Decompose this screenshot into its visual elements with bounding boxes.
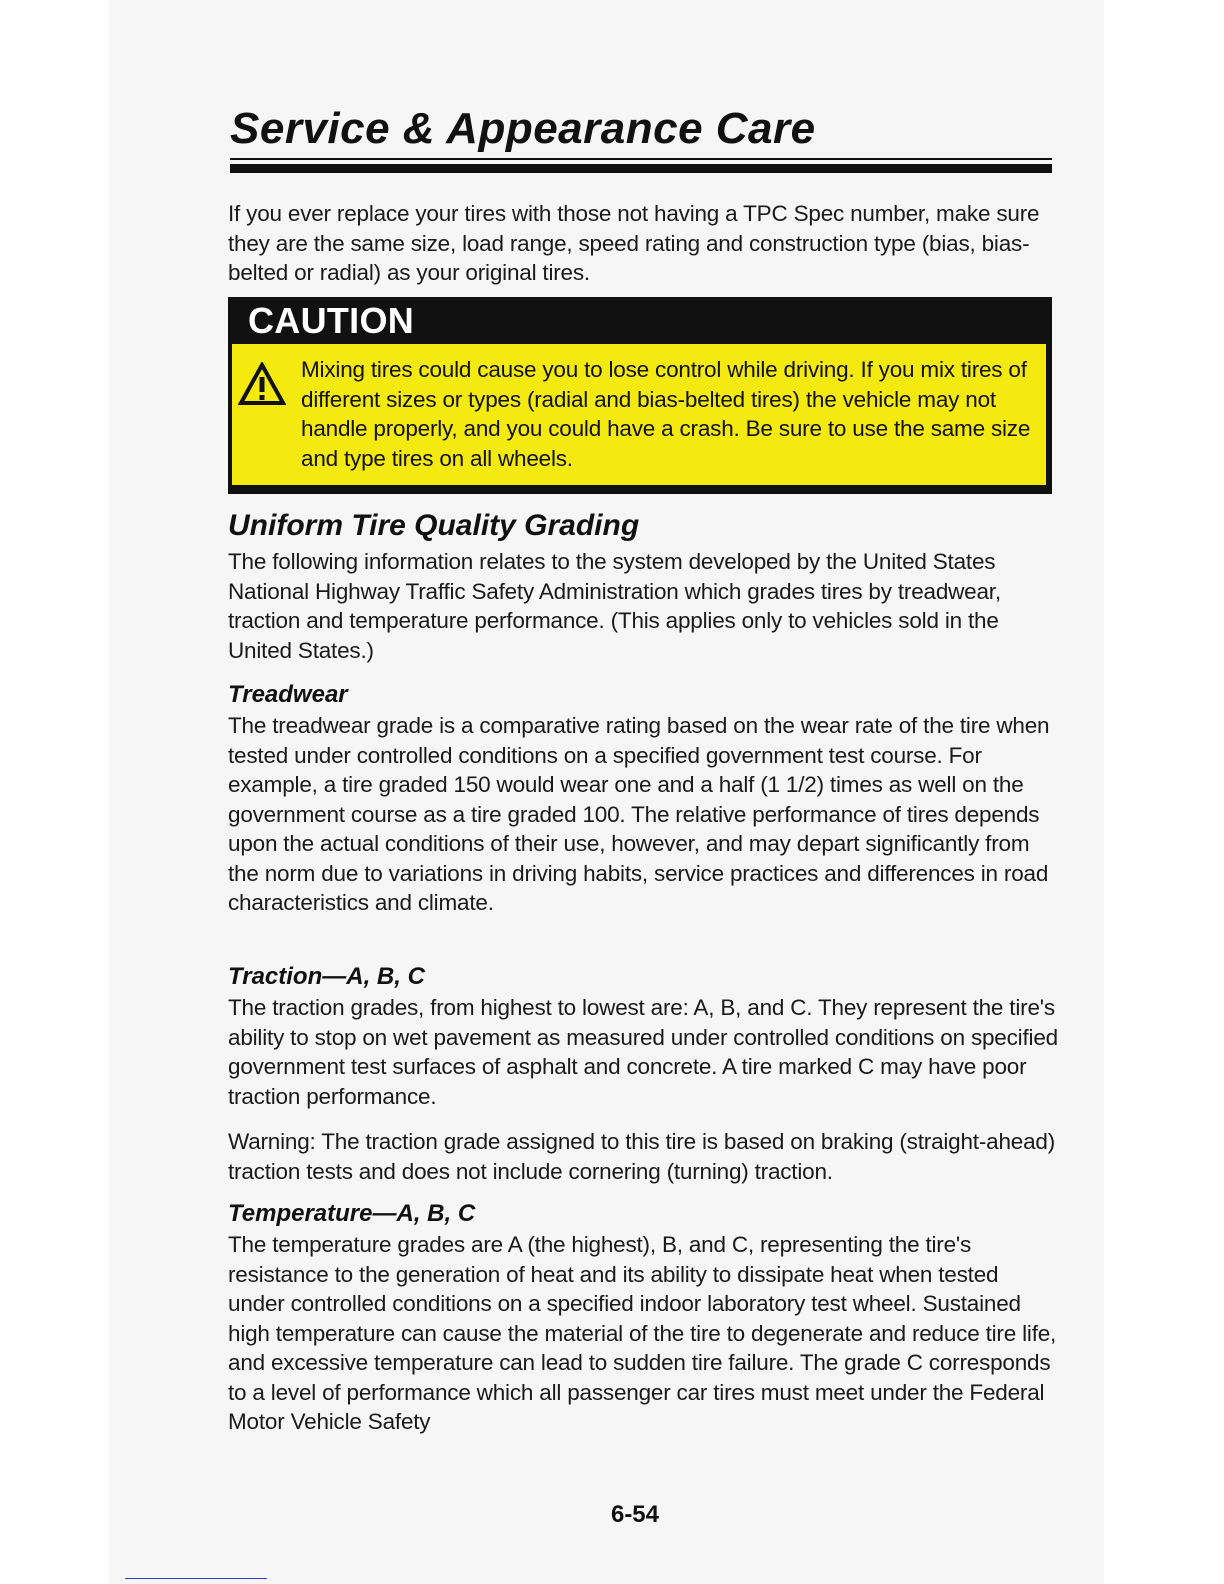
treadwear-paragraph: The treadwear grade is a comparative rating based on the wear rate of the tire when tested under controlled conditions on a specified government test course. For example, a tire graded 150 would wear one and a half (1 1/2) times as well on the government course as a tire graded 100. The relative performance of tires depends upon the actual conditions of their use, however, and may depart significantly from the norm due to variations in driving habits, service practices and differences in road characteristics and climate. bbox=[228, 713, 1050, 915]
temperature-paragraph: The temperature grades are A (the highest), B, and C, representing the tire's resistance to the generation of heat and its ability to dissipate heat when tested under controlled conditions on a specified indoor laboratory test wheel. Sustained high temperature can cause the material of the tire to degenerate and reduce tire life, and excessive temperature can lead to sudden tire failure. The grade C corresponds to a level of performance which all passenger car tires must meet under the Federal Motor Vehicle Safety bbox=[228, 1232, 1057, 1434]
page-number: 6-54 bbox=[610, 1501, 660, 1528]
intro-paragraph: If you ever replace your tires with those not having a TPC Spec number, make sure they are the same size, load range, speed rating and construction type (bias, bias-belted or radial) as your original tires. bbox=[228, 201, 1040, 285]
temperature-title: Temperature—A, B, C bbox=[228, 1200, 476, 1227]
traction-paragraph: The traction grades, from highest to lowest are: A, B, and C. They represent the tire's ability to stop on wet pavement as measured under controlled conditions on specified government test surfaces of asphalt and concrete. A tire marked C may have poor traction performance. bbox=[228, 995, 1058, 1109]
page-title: Service & Appearance Care bbox=[230, 104, 816, 153]
caution-text: Mixing tires could cause you to lose control while driving. If you mix tires of different sizes or types (radial and bias-belted tires) the vehicle may not handle properly, and you could have a crash. Be sure to use the same size and type tires on all wheels. bbox=[301, 357, 1031, 471]
traction-warning: Warning: The traction grade assigned to this tire is based on braking (straight-ahead) traction tests and does not include cornering (turning) traction. bbox=[228, 1129, 1056, 1184]
warning-triangle-icon bbox=[238, 362, 286, 406]
uniform-grading-paragraph: The following information relates to the system developed by the United States National Highway Traffic Safety Administration which grades tires by treadwear, traction and temperature performance. (This applies only to vehicles sold in the United States.) bbox=[228, 549, 1001, 663]
treadwear-title: Treadwear bbox=[228, 681, 348, 708]
title-rule-thick bbox=[230, 164, 1052, 173]
title-rule-thin bbox=[230, 158, 1052, 160]
uniform-grading-title: Uniform Tire Quality Grading bbox=[228, 509, 640, 542]
bottom-link-underline[interactable] bbox=[125, 1578, 267, 1579]
traction-title: Traction—A, B, C bbox=[228, 963, 425, 990]
caution-body bbox=[232, 344, 1046, 485]
caution-heading: CAUTION bbox=[248, 300, 415, 341]
caution-box bbox=[228, 297, 1052, 494]
